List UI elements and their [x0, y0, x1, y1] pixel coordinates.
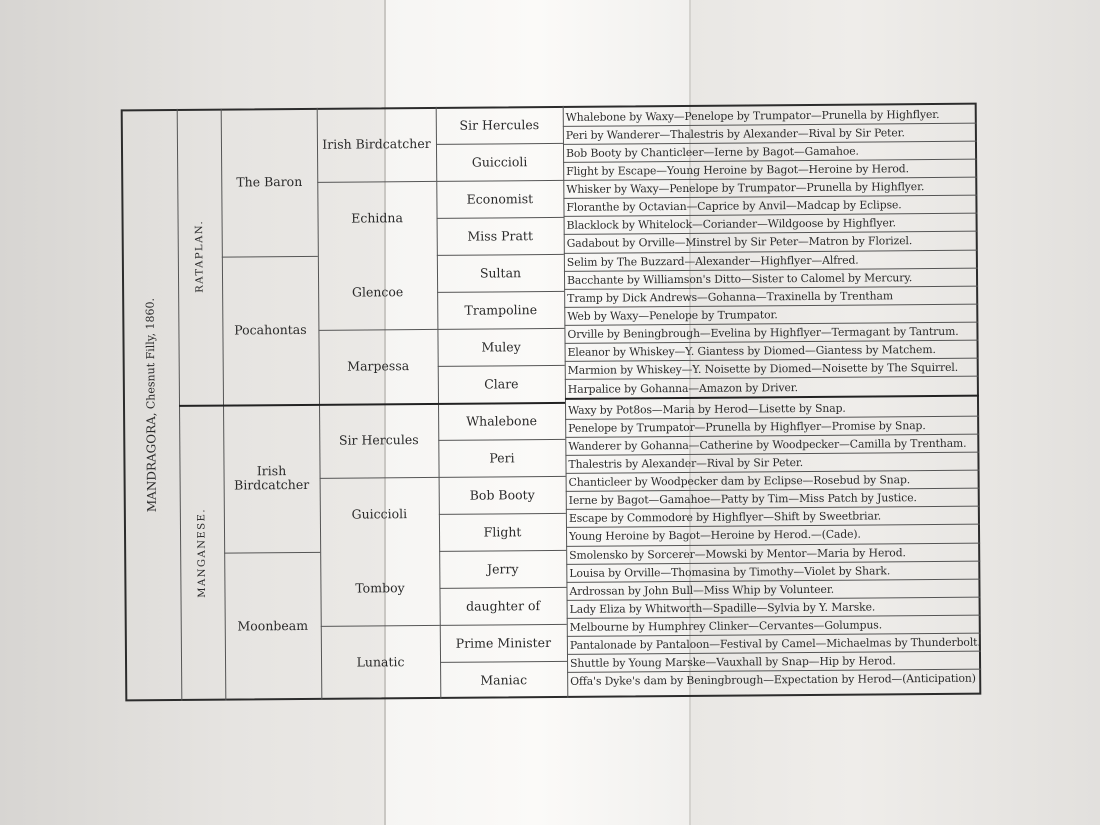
ancestry-line: Shuttle by Young Marske—Vauxhall by Snap—Hip by Herod.	[570, 654, 896, 670]
ancestry-line: Selim by The Buzzard—Alexander—Highflyer—Alfred.	[566, 253, 859, 269]
ancestry-line: Lady Eliza by Whitworth—Spadille—Sylvia by Y. Marske.	[569, 600, 876, 616]
ancestry-line: Penelope by Trumpator—Prunella by Highflyer—Promise by Snap.	[568, 419, 926, 435]
gen2-cell: The Baron	[236, 173, 303, 190]
gen2-cell: Pocahontas	[234, 321, 307, 338]
ancestry-line: Wanderer by Gohanna—Catherine by Woodpecker—Camilla by Trentham.	[568, 436, 967, 453]
ancestry-line: Offa's Dyke's dam by Beningbrough—Expectation by Herod—(Anticipation)	[570, 671, 976, 688]
ancestry-line: Tramp by Dick Andrews—Gohanna—Traxinella by Trentham	[567, 289, 894, 305]
gen4-cell: daughter of	[465, 597, 541, 614]
ancestry-line: Marmion by Whiskey—Y. Noisette by Diomed—Noisette by The Squirrel.	[567, 360, 959, 377]
ancestry-line: Waxy by Pot8os—Maria by Herod—Lisette by Snap.	[568, 401, 846, 417]
sire-name: RATAPLAN.	[194, 220, 206, 294]
gen4-cell: Maniac	[480, 671, 528, 688]
ancestry-line: Ierne by Bagot—Gamahoe—Patty by Tim—Miss Patch by Justice.	[568, 491, 917, 507]
gen3-cell: Guiccioli	[351, 506, 408, 522]
gen4-cell: Whalebone	[466, 412, 538, 429]
ancestry-line: Louisa by Orville—Thomasina by Timothy—Violet by Shark.	[569, 564, 891, 580]
gen4-cell: Trampoline	[464, 301, 538, 318]
gen4-cell: Prime Minister	[455, 634, 552, 651]
horse-title-block	[125, 109, 178, 701]
ancestry-line: Blacklock by Whitelock—Coriander—Wildgoose by Highflyer.	[566, 216, 897, 232]
gen4-cell: Economist	[466, 190, 534, 207]
ancestry-line: Chanticleer by Woodpecker dam by Eclipse—Rosebud by Snap.	[568, 473, 911, 489]
ancestry-line: Smolensko by Sorcerer—Mowski by Mentor—Maria by Herod.	[569, 546, 906, 562]
gen2-cell: Irish Birdcatcher	[234, 463, 310, 493]
gen2-cell: Moonbeam	[237, 617, 309, 634]
horse-description: Chesnut Filly, 1860.	[143, 297, 158, 409]
ancestry-line: Bacchante by Williamson's Ditto—Sister to Calomel by Mercury.	[566, 271, 913, 287]
ancestry-line: Eleanor by Whiskey—Y. Giantess by Diomed—Giantess by Matchem.	[567, 342, 936, 359]
ancestry-line: Thalestris by Alexander—Rival by Sir Peter.	[568, 456, 804, 471]
gen4-cell: Flight	[483, 523, 522, 540]
gen4-cell: Peri	[489, 449, 515, 465]
ancestry-line: Ardrossan by John Bull—Miss Whip by Volunteer.	[569, 582, 835, 598]
gen4-cell: Sultan	[479, 264, 522, 281]
gen4-cell: Clare	[484, 375, 519, 392]
horse-name: MANDRAGORA,	[144, 412, 159, 513]
ancestry-line: Young Heroine by Bagot—Heroine by Herod.—(Cade).	[569, 527, 861, 543]
gen3-cell: Sir Hercules	[338, 432, 419, 448]
ancestry-line: Escape by Commodore by Highflyer—Shift by Sweetbriar.	[568, 509, 882, 525]
ancestry-line: Whalebone by Waxy—Penelope by Trumpator—Prunella by Highflyer.	[565, 107, 940, 124]
ancestry-line: Whisker by Waxy—Penelope by Trumpator—Prunella by Highflyer.	[566, 180, 925, 196]
gen4-cell: Muley	[481, 338, 521, 355]
gen4-cell: Bob Booty	[469, 486, 535, 503]
ancestry-line: Harpalice by Gohanna—Amazon by Driver.	[567, 381, 799, 396]
ancestry-line: Gadabout by Orville—Minstrel by Sir Peter—Matron by Florizel.	[566, 234, 913, 250]
gen3-cell: Lunatic	[356, 654, 405, 670]
ancestry-line: Web by Waxy—Penelope by Trumpator.	[567, 308, 778, 323]
gen3-cell: Marpessa	[347, 358, 410, 374]
ancestry-line: Melbourne by Humphrey Clinker—Cervantes—Golumpus.	[569, 618, 883, 634]
gen4-cell: Sir Hercules	[459, 116, 540, 133]
ancestry-line: Bob Booty by Chanticleer—Ierne by Bagot—Gamahoe.	[565, 144, 859, 160]
ancestry-line: Orville by Beningbrough—Evelina by Highflyer—Termagant by Tantrum.	[567, 324, 959, 341]
ancestry-line: Flight by Escape—Young Heroine by Bagot—Heroine by Herod.	[566, 162, 909, 178]
gen3-cell: Tomboy	[355, 580, 405, 596]
dam-name: MANGANESE.	[196, 507, 209, 598]
ancestry-line: Peri by Wanderer—Thalestris by Alexander—Rival by Sir Peter.	[565, 126, 905, 142]
gen3-cell: Glencoe	[351, 284, 404, 300]
ancestry-line: Pantalonade by Pantaloon—Festival by Camel—Michaelmas by Thunderbolt.	[569, 635, 981, 652]
gen3-cell: Echidna	[351, 210, 403, 226]
gen4-cell: Jerry	[487, 560, 519, 577]
ancestry-line: Floranthe by Octavian—Caprice by Anvil—Madcap by Eclipse.	[566, 198, 902, 214]
pedigree-table	[121, 103, 982, 702]
gen4-cell: Miss Pratt	[467, 227, 533, 244]
gen4-cell: Guiccioli	[471, 153, 528, 170]
gen3-cell: Irish Birdcatcher	[322, 135, 431, 152]
